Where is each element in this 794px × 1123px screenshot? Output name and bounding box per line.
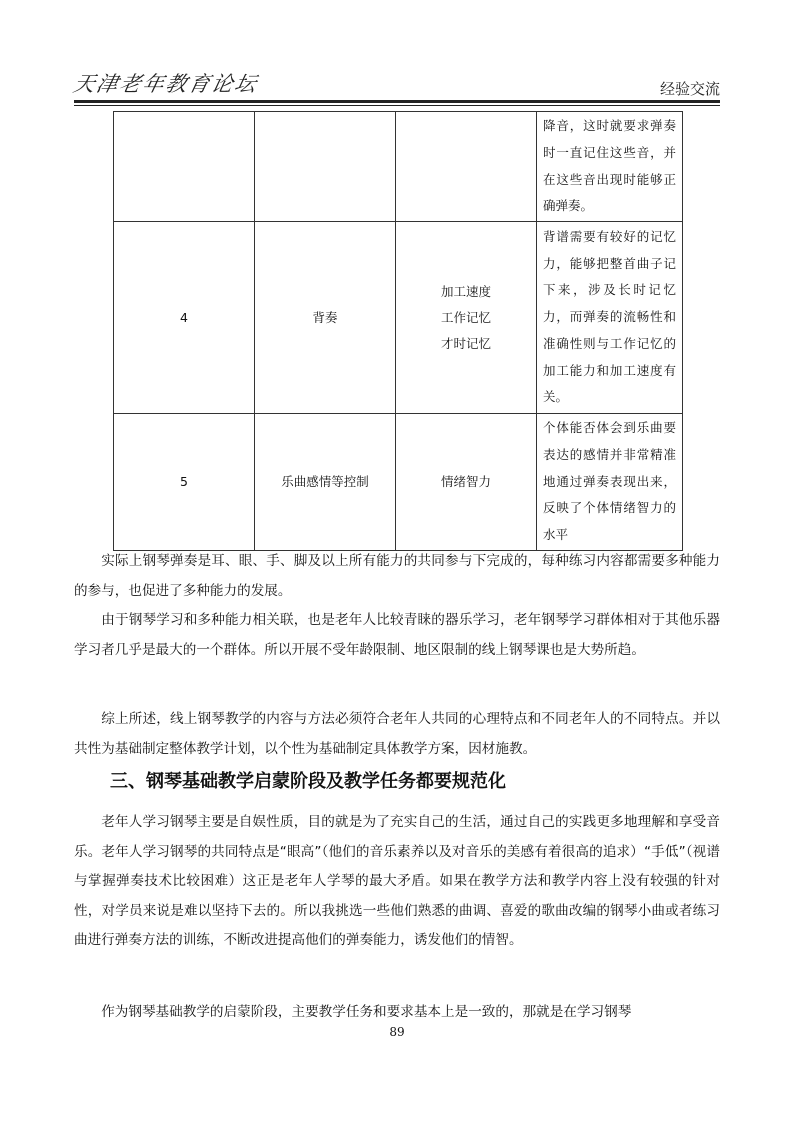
page-number: 89 [389,1025,405,1039]
ability-item: 加工速度 [440,283,491,299]
table-row [114,414,683,551]
row-content [255,112,396,222]
row-description: 背谱需要有较好的记忆力，能够把整首曲子记下来，涉及长时记忆力，而弹奏的流畅性和准确性则与工作记忆的加工能力和加工速度有关。 [537,222,683,414]
row-abilities [396,222,537,414]
journal-logo: 天津老年教育论坛 [71,72,261,96]
ability-table [113,111,683,551]
paragraph: 实际上钢琴弹奏是耳、眼、手、脚及以上所有能力的共同参与下完成的，每种练习内容都需要多种能力的参与，也促进了多种能力的发展。 [74,553,720,599]
paragraph: 综上所述，线上钢琴教学的内容与方法必须符合老年人共同的心理特点和不同老年人的不同特点。并以共性为基础制定整体教学计划，以个性为基础制定具体教学方案，因材施教。 [74,711,720,757]
row-description: 个体能否体会到乐曲要表达的感情并非常精准地通过弹奏表现出来，反映了个体情绪智力的水平 [537,414,683,551]
header-rule-thin [74,105,720,106]
row-content: 乐曲感情等控制 [255,414,396,551]
table-row [114,112,683,222]
row-number: 5 [114,414,255,551]
header-rule-thick [74,100,720,103]
paragraph: 老年人学习钢琴主要是自娱性质，目的就是为了充实自己的生活，通过自己的实践更多地理解和享受音乐。老年人学习钢琴的共同特点是“眼高”（他们的音乐素养以及对音乐的美感有着很高的追求）“手低”（视谱与掌握弹奏技术比较困难）这正是老年人学琴的最大矛盾。如果在教学方法和教学内容上没有较强的针对性，对学员来说是难以坚持下去的。所以我挑选一些他们熟悉的曲调、喜爱的歌曲改编的钢琴小曲或者练习曲进行弹奏方法的训练，不断改进提高他们的弹奏能力，诱发他们的情智。 [74,814,720,948]
row-number: 4 [114,222,255,414]
section-label: 经验交流 [659,80,720,98]
table-row [114,222,683,414]
ability-item: 才时记忆 [440,335,491,351]
row-number [114,112,255,222]
paragraph: 由于钢琴学习和多种能力相关联，也是老年人比较青睐的器乐学习，老年钢琴学习群体相对于其他乐器学习者几乎是最大的一个群体。所以开展不受年龄限制、地区限制的线上钢琴课也是大势所趋。 [74,612,720,658]
ability-item: 情绪智力 [440,474,491,489]
section-heading: 三、钢琴基础教学启蒙阶段及教学任务都要规范化 [110,771,506,792]
row-content: 背奏 [255,222,396,414]
row-description: 降音，这时就要求弹奏时一直记住这些音，并在这些音出现时能够正确弹奏。 [537,112,683,222]
row-abilities [396,414,537,551]
ability-item: 工作记忆 [440,309,491,325]
paragraph: 作为钢琴基础教学的启蒙阶段，主要教学任务和要求基本上是一致的，那就是在学习钢琴 [101,1004,632,1020]
row-abilities [396,112,537,222]
